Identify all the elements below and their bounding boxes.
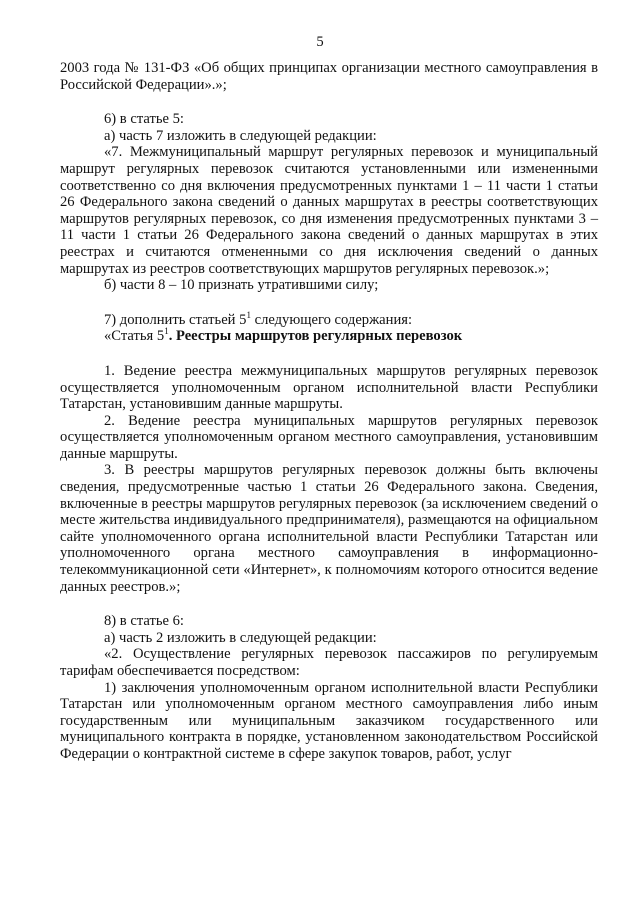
part-2-item-1: 1) заключения уполномоченным органом исполнительной власти Республики Татарстан или уполномоченным органом местного самоуправления либо иным государственным или муниципальным заказчиком государственного или муниципального контракта в порядке, установленном законодательством Российской Федерации о контрактной системе в сфере закупок товаров, работ, услуг — [60, 679, 598, 762]
article-5-1-title — [60, 328, 598, 345]
article-title-pre: «Статья 5 — [104, 328, 165, 345]
item-7-heading — [60, 309, 598, 329]
item-6a: а) часть 7 изложить в следующей редакции: — [104, 127, 377, 144]
article-title-superscript: 1 — [164, 326, 169, 337]
article-part-3: 3. В реестры маршрутов регулярных перевозок должны быть включены сведения, предусмотренные частью 1 статьи 26 Федерального закона. Сведения, включенные в реестры маршрутов регулярных перевозок (за исключением сведений о месте жительства индивидуального предпринимателя), размещаются на официальном сайте уполномоченного органа исполнительной власти Республики Татарстан или уполномоченного органа местного самоуправления в информационно-телекоммуникационной сети «Интернет», к полномочиям которого относится ведение данных реестров.»; — [60, 462, 598, 595]
article-part-2: 2. Ведение реестра муниципальных маршрутов регулярных перевозок осуществляется уполномоченным органом местного самоуправления, установившим данные маршруты. — [60, 412, 598, 462]
paragraph-continuation: 2003 года № 131-ФЗ «Об общих принципах организации местного самоуправления в Российской Федерации».»; — [60, 60, 598, 93]
item-8a: а) часть 2 изложить в следующей редакции: — [104, 629, 377, 646]
document-body — [60, 60, 598, 763]
part-7-text: «7. Межмуниципальный маршрут регулярных перевозок и муниципальный маршрут регулярных перевозок считаются установленными или измененными соответственно со дня включения предусмотренных пунктами 1 – 11 части 1 статьи 26 Федерального закона сведений о данных маршрутах в реестры соответствующих маршрутов регулярных перевозок, со дня изменения предусмотренных пунктами 3 – 11 части 1 статьи 26 Федерального закона сведений о данных маршрутах в этих реестрах и считаются отмененными со дня исключения сведений о данных маршрутах из реестров соответствующих маршрутов регулярных перевозок.»; — [60, 144, 598, 277]
article-title-bold: . Реестры маршрутов регулярных перевозок — [168, 328, 463, 345]
item-6-heading: 6) в статье 5: — [104, 111, 184, 128]
item-6b: б) части 8 – 10 признать утратившими силу; — [104, 277, 379, 294]
item-7-text-post: следующего содержания: — [250, 311, 413, 328]
item-8-heading: 8) в статье 6: — [104, 613, 184, 630]
article-part-1: 1. Ведение реестра межмуниципальных маршрутов регулярных перевозок осуществляется уполномоченным органом исполнительной власти Республики Татарстан, установившим данные маршруты. — [60, 362, 598, 413]
item-7-text-pre: 7) дополнить статьей 5 — [104, 311, 247, 328]
page-number: 5 — [316, 34, 324, 50]
part-2-text: «2. Осуществление регулярных перевозок пассажиров по регулируемым тарифам обеспечивается посредством: — [60, 646, 598, 679]
item-7-superscript: 1 — [246, 309, 251, 320]
